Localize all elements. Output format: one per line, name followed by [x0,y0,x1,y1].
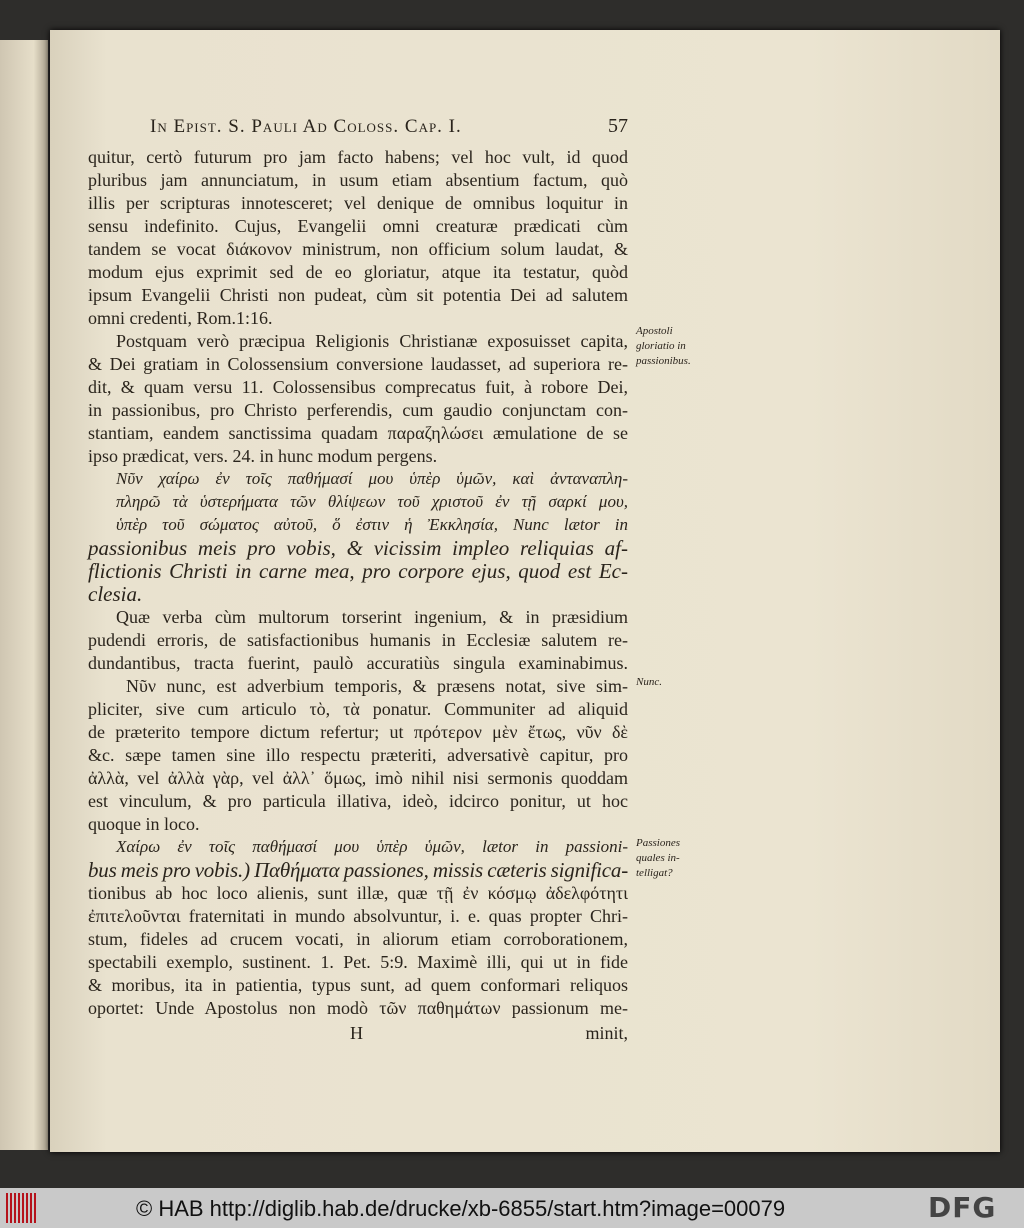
footer-bar [0,1188,1024,1228]
text-line: Νῦν nunc, est adverbium temporis, & præsens notat, sive sim- [126,676,628,696]
text-line: oportet: Unde Apostolus non modò τῶν παθημάτων passionum me- [88,998,628,1018]
text-line: in passionibus, pro Christo perferendis, cum gaudio conjunctam con- [88,400,628,420]
margin-note: quales in- [636,852,680,864]
text-line: est vinculum, & pro particula illativa, ideò, idcirco ponitur, ut hoc [88,791,628,811]
hab-logo-icon [6,1193,36,1223]
page-header [150,114,628,139]
previous-page-edge [0,40,48,1150]
text-line: ὑπὲρ τοῦ σώματος αὐτοῦ, ὅ ἐστιν ἡ Ἐκκλησία, Nunc lætor in [116,515,628,534]
text-line: Χαίρω ἐν τοῖς παθήμασί μου ὑπὲρ ὑμῶν, lætor in passioni- [116,837,628,856]
text-line: quitur, certò futurum pro jam facto habens; vel hoc vult, id quod [88,147,628,167]
margin-note: Apostoli [636,325,673,337]
text-line: omni credenti, Rom.1:16. [88,308,273,328]
text-line: illis per scripturas innotesceret; vel denique de omnibus loquitur in [88,193,628,213]
text-line: quoque in loco. [88,814,200,834]
text-line: tandem se vocat διάκονον ministrum, non officium solum laudat, & [88,239,628,259]
text-line: & Dei gratiam in Colossensium conversione laudasset, ad superiora re- [88,354,628,374]
text-line: bus meis pro vobis.) Παθήματα passiones, missis cæteris significa- [88,858,628,882]
footer-credit[interactable]: © HAB http://diglib.hab.de/drucke/xb-6855/start.htm?image=00079 [136,1196,786,1221]
margin-note: passionibus. [636,355,691,367]
dfg-logo: DFG [928,1191,997,1224]
margin-note: Nunc. [636,676,662,688]
text-line: de præterito tempore dictum refertur; ut πρότερον μὲν ἔτως, νῦν δὲ [88,722,628,742]
text-line: pluribus jam annunciatum, in usum etiam absentium factum, quò [88,170,628,190]
text-line: modum ejus exprimit sed de eo gloriatur, atque ita testatur, quòd [88,262,628,282]
text-line: tionibus ab hoc loco alienis, sunt illæ, quæ τῇ ἐν κόσμῳ ἀδελφότητι [88,883,628,903]
text-line: ipsum Evangelii Christi non pudeat, cùm sit potentia Dei ad salutem [88,285,628,305]
text-line: πληρῶ τὰ ὑστερήματα τῶν θλίψεων τοῦ χριστοῦ ἐν τῇ σαρκί μου, [116,492,628,511]
text-line: Quæ verba cùm multorum torserint ingenium, & in præsidium [116,607,628,627]
page-number: 57 [608,115,628,137]
text-line: pudendi erroris, de satisfactionibus humanis in Ecclesiæ salutem re- [88,630,628,650]
text-line: flictionis Christi in carne mea, pro corpore ejus, quod est Ec- [88,559,628,583]
text-line: dit, & quam versu 11. Colossensibus comprecatus fuit, à robore Dei, [88,377,628,397]
signature-mark: H [350,1023,363,1043]
margin-note: gloriatio in [636,340,686,352]
margin-note: telligat? [636,867,673,879]
text-line: sensu indefinito. Cujus, Evangelii omni creaturæ prædicati cùm [88,216,628,236]
text-line: dundantibus, tracta fuerint, paulò accuratiùs singula examinabimus. [88,653,628,673]
text-line: stantiam, eandem sanctissima quadam παραζηλώσει æmulatione de se [88,423,628,443]
text-line: Νῦν χαίρω ἐν τοῖς παθήμασί μου ὑπὲρ ὑμῶν, καὶ ἀνταναπλη- [116,469,628,488]
text-line: ipso prædicat, vers. 24. in hunc modum pergens. [88,446,438,466]
text-line: &c. sæpe tamen sine illo respectu præteriti, adversativè capitur, pro [88,745,628,765]
running-head: In Epist. S. Pauli Ad Coloss. Cap. I. [150,116,462,137]
text-line: stum, fideles ad crucem vocati, in aliorum etiam corroborationem, [88,929,628,949]
text-line: ἀλλὰ, vel ἀλλὰ γὰρ, vel ἀλλ᾽ ὅμως, imò nihil nisi sermonis quoddam [88,768,628,788]
text-line: clesia. [88,582,143,606]
text-line: & moribus, ita in patientia, typus sunt, ad quem conformari reliquos [88,975,628,995]
text-line: ἐπιτελοῦνται fraternitati in mundo absolvuntur, i. e. quas propter Chri- [88,906,628,926]
text-line: passionibus meis pro vobis, & vicissim impleo reliquias af- [88,536,628,560]
text-line: spectabili exemplo, sustinent. 1. Pet. 5:9. Maximè illi, qui ut in fide [88,952,628,972]
text-line: pliciter, sive cum articulo τὸ, τὰ ponatur. Communiter ad aliquid [88,699,628,719]
text-line: Postquam verò præcipua Religionis Christianæ exposuisset capita, [116,331,628,351]
margin-note: Passiones [636,837,680,849]
catchword: minit, [585,1023,628,1043]
